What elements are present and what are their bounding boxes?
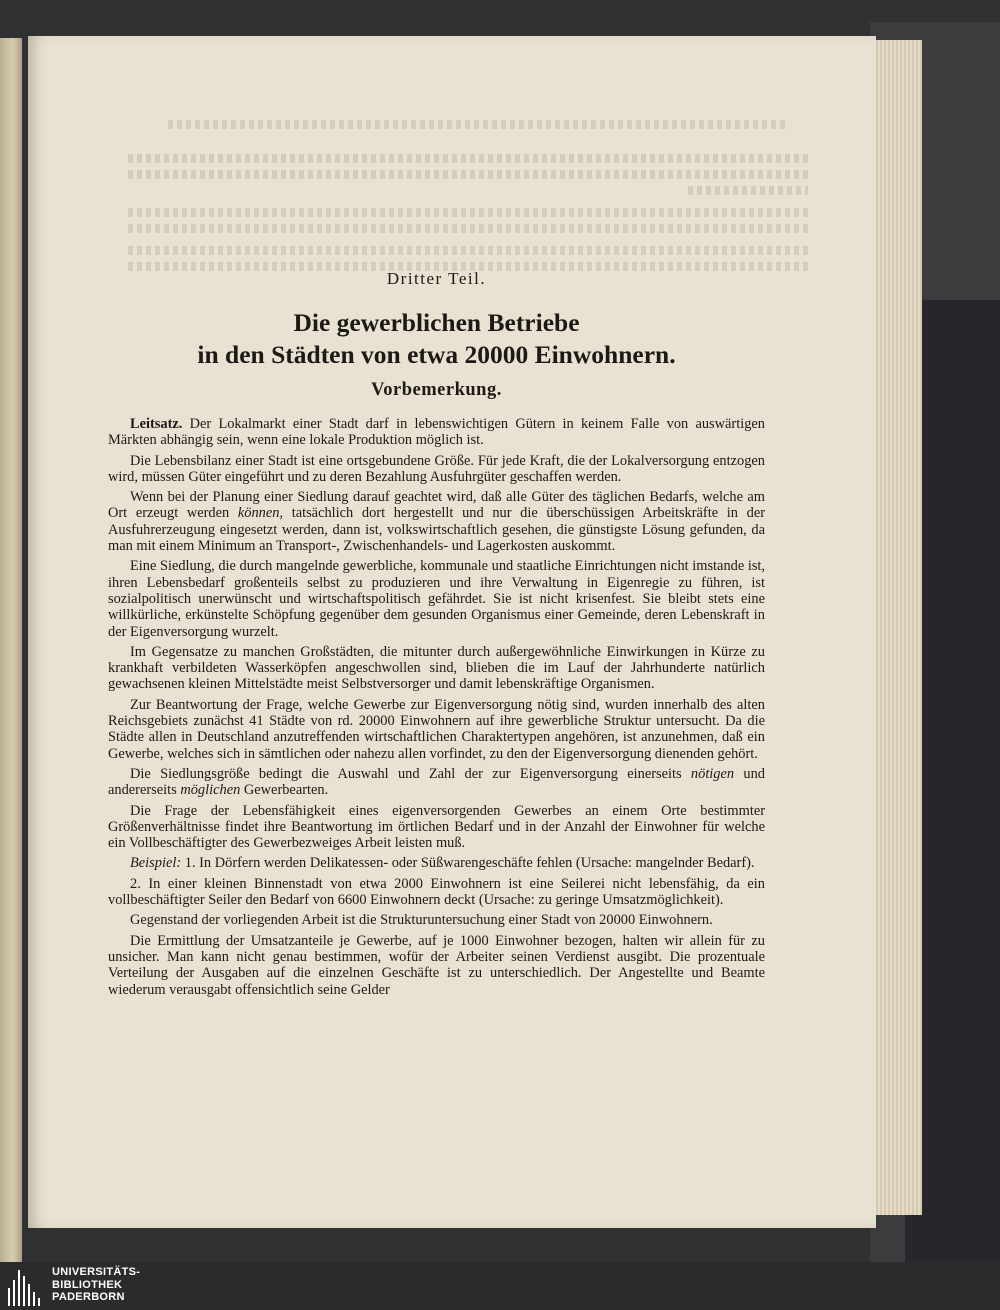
paragraph-example (108, 855, 765, 871)
show-through-text (168, 120, 788, 129)
emphasis: können (237, 505, 280, 522)
logo-line-1: UNIVERSITÄTS- (52, 1266, 141, 1278)
paragraph: Im Gegensatze zu manchen Großstädten, die mitunter durch außergewöhnliche Einwirkungen in Kürze zu krankhaft verbildeten Wasserköpfen angeschwollen sind, blieben die im Lauf der Jahrhunderte natürlich gewachsenen kleinen Mittelstädte meist Selbstversorger und damit lebenskräftige Organismen. (108, 643, 765, 693)
chapter-title (108, 307, 765, 371)
paragraph: Gegenstand der vorliegenden Arbeit ist die Strukturuntersuchung einer Stadt von 20000 Einwohnern. (130, 912, 713, 929)
paragraph-text: Gewerbearten. (240, 782, 329, 799)
emphasis: möglichen (180, 782, 241, 799)
logo-line-3: PADERBORN (52, 1291, 125, 1303)
paragraph (108, 766, 765, 799)
paragraph-text: , tatsächlich dort hergestellt und nur die überschüssigen Arbeitskräfte in der Ausfuhrerzeugung eingesetzt werden, dann ist, volkswirtschaftlich gesehen, die günstigste Lösung gefunden, da man mit einem Minimum an Transport-, Zwischenhandels- und Lagerkosten auskommt. (108, 505, 766, 555)
paragraph-text: Wenn bei der Planung einer Siedlung darauf geachtet wird, daß alle Güter des täglichen Bedarfs, welche am Ort erzeugt werden (108, 489, 765, 522)
show-through-text (128, 154, 808, 163)
paragraph: Die Frage der Lebensfähigkeit eines eigenversorgenden Gewerbes an einem Orte bestimmter Größenverhältnisse findet ihre Beantwortung im örtlichen Bedarf und in der Anzahl der Einwohner für welche ein Vollbeschäftigter des Gewerbezweiges Arbeit leisten muß. (108, 802, 765, 852)
library-logo-text (52, 1266, 140, 1304)
chapter-title-line-1: Die gewerblichen Betriebe (293, 308, 580, 337)
paragraph: Eine Siedlung, die durch mangelnde gewerbliche, kommunale und staatliche Einrichtungen nicht imstande ist, ihren Lebensbedarf großenteils selbst zu produzieren und ihre Verwaltung in Eigenregie zu führen, ist sozialpolitisch unerwünscht und wirtschaftspolitisch gefährdet. Sie ist nicht krisenfest. Sie bleibt stets eine willkürliche, erkünstelte Schöpfung gegenüber dem gesunden Organismus einer Gemeinde, deren Lebenskraft in der Eigenversorgung wurzelt. (108, 558, 766, 640)
leitsatz-label: Leitsatz. (130, 416, 183, 432)
page-content (108, 232, 765, 1002)
part-title: Dritter Teil. (386, 269, 487, 288)
emphasis: nötigen (690, 765, 735, 782)
paragraph-text: Die Siedlungsgröße bedingt die Auswahl und Zahl der zur Eigenversorgung einerseits (130, 765, 691, 782)
library-logo-icon (8, 1270, 44, 1306)
paragraph: 2. In einer kleinen Binnenstadt von etwa 2000 Einwohnern ist eine Seilerei nicht lebensfähig, da ein vollbeschäftigter Seiler den Bedarf von 6600 Einwohnern deckt (Ursache: zu geringe Umsatzmöglichkeit). (108, 875, 765, 909)
paragraph: Die Lebensbilanz einer Stadt ist eine ortsgebundene Größe. Für jede Kraft, die der Lokalversorgung entzogen wird, müssen Güter eingeführt und zu deren Bezahlung Ausfuhrgüter geschaffen werden. (108, 452, 765, 485)
paragraph-text: und andererseits (108, 765, 765, 799)
paragraph (108, 489, 765, 554)
show-through-text (128, 170, 808, 179)
show-through-text (688, 186, 808, 195)
show-through-text (128, 208, 808, 217)
example-label: Beispiel: (130, 855, 182, 872)
paragraph: Zur Beantwortung der Frage, welche Gewerbe zur Eigenversorgung nötig sind, wurden innerhalb des alten Reichsgebiets zunächst 41 Städte von rd. 20000 Einwohnern auf ihre gewerbliche Struktur untersucht. Da die Städte allen in Deutschland anzutreffenden wirtschaftlichen Charaktertypen angehören, ist anzunehmen, daß ein Gewerbe, welches sich in sämtlichen oder nahezu allen vorfindet, zu den der Eigenversorgung dienenden gehört. (108, 696, 765, 762)
chapter-title-line-2: in den Städten von etwa 20000 Einwohnern. (197, 340, 676, 369)
paragraph-text: Der Lokalmarkt einer Stadt darf in lebenswichtigen Gütern in keinem Falle von auswärtigen Märkten abhängig sein, wenn eine lokale Produktion möglich ist. (108, 416, 765, 449)
left-page-edge (0, 38, 22, 1262)
paragraph-leitsatz (108, 416, 765, 449)
section-title: Vorbemerkung. (371, 380, 502, 400)
paragraph: Die Ermittlung der Umsatzanteile je Gewerbe, auf je 1000 Einwohner bezogen, halten wir allein für zu unsicher. Man kann nicht genau bestimmen, wofür der Arbeiter seinen Verdienst ausgibt. Die prozentuale Verteilung der Ausgaben auf die einzelnen Geschäfte ist zu unterschiedlich. Der Angestellte und Beamte wiederum verausgabt offensichtlich seine Gelder (108, 932, 765, 998)
logo-line-2: BIBLIOTHEK (52, 1278, 123, 1291)
library-footer (0, 1262, 1000, 1310)
paragraph-text: 1. In Dörfern werden Delikatessen- oder Süßwarengeschäfte fehlen (Ursache: mangelnder Bedarf). (181, 855, 755, 872)
